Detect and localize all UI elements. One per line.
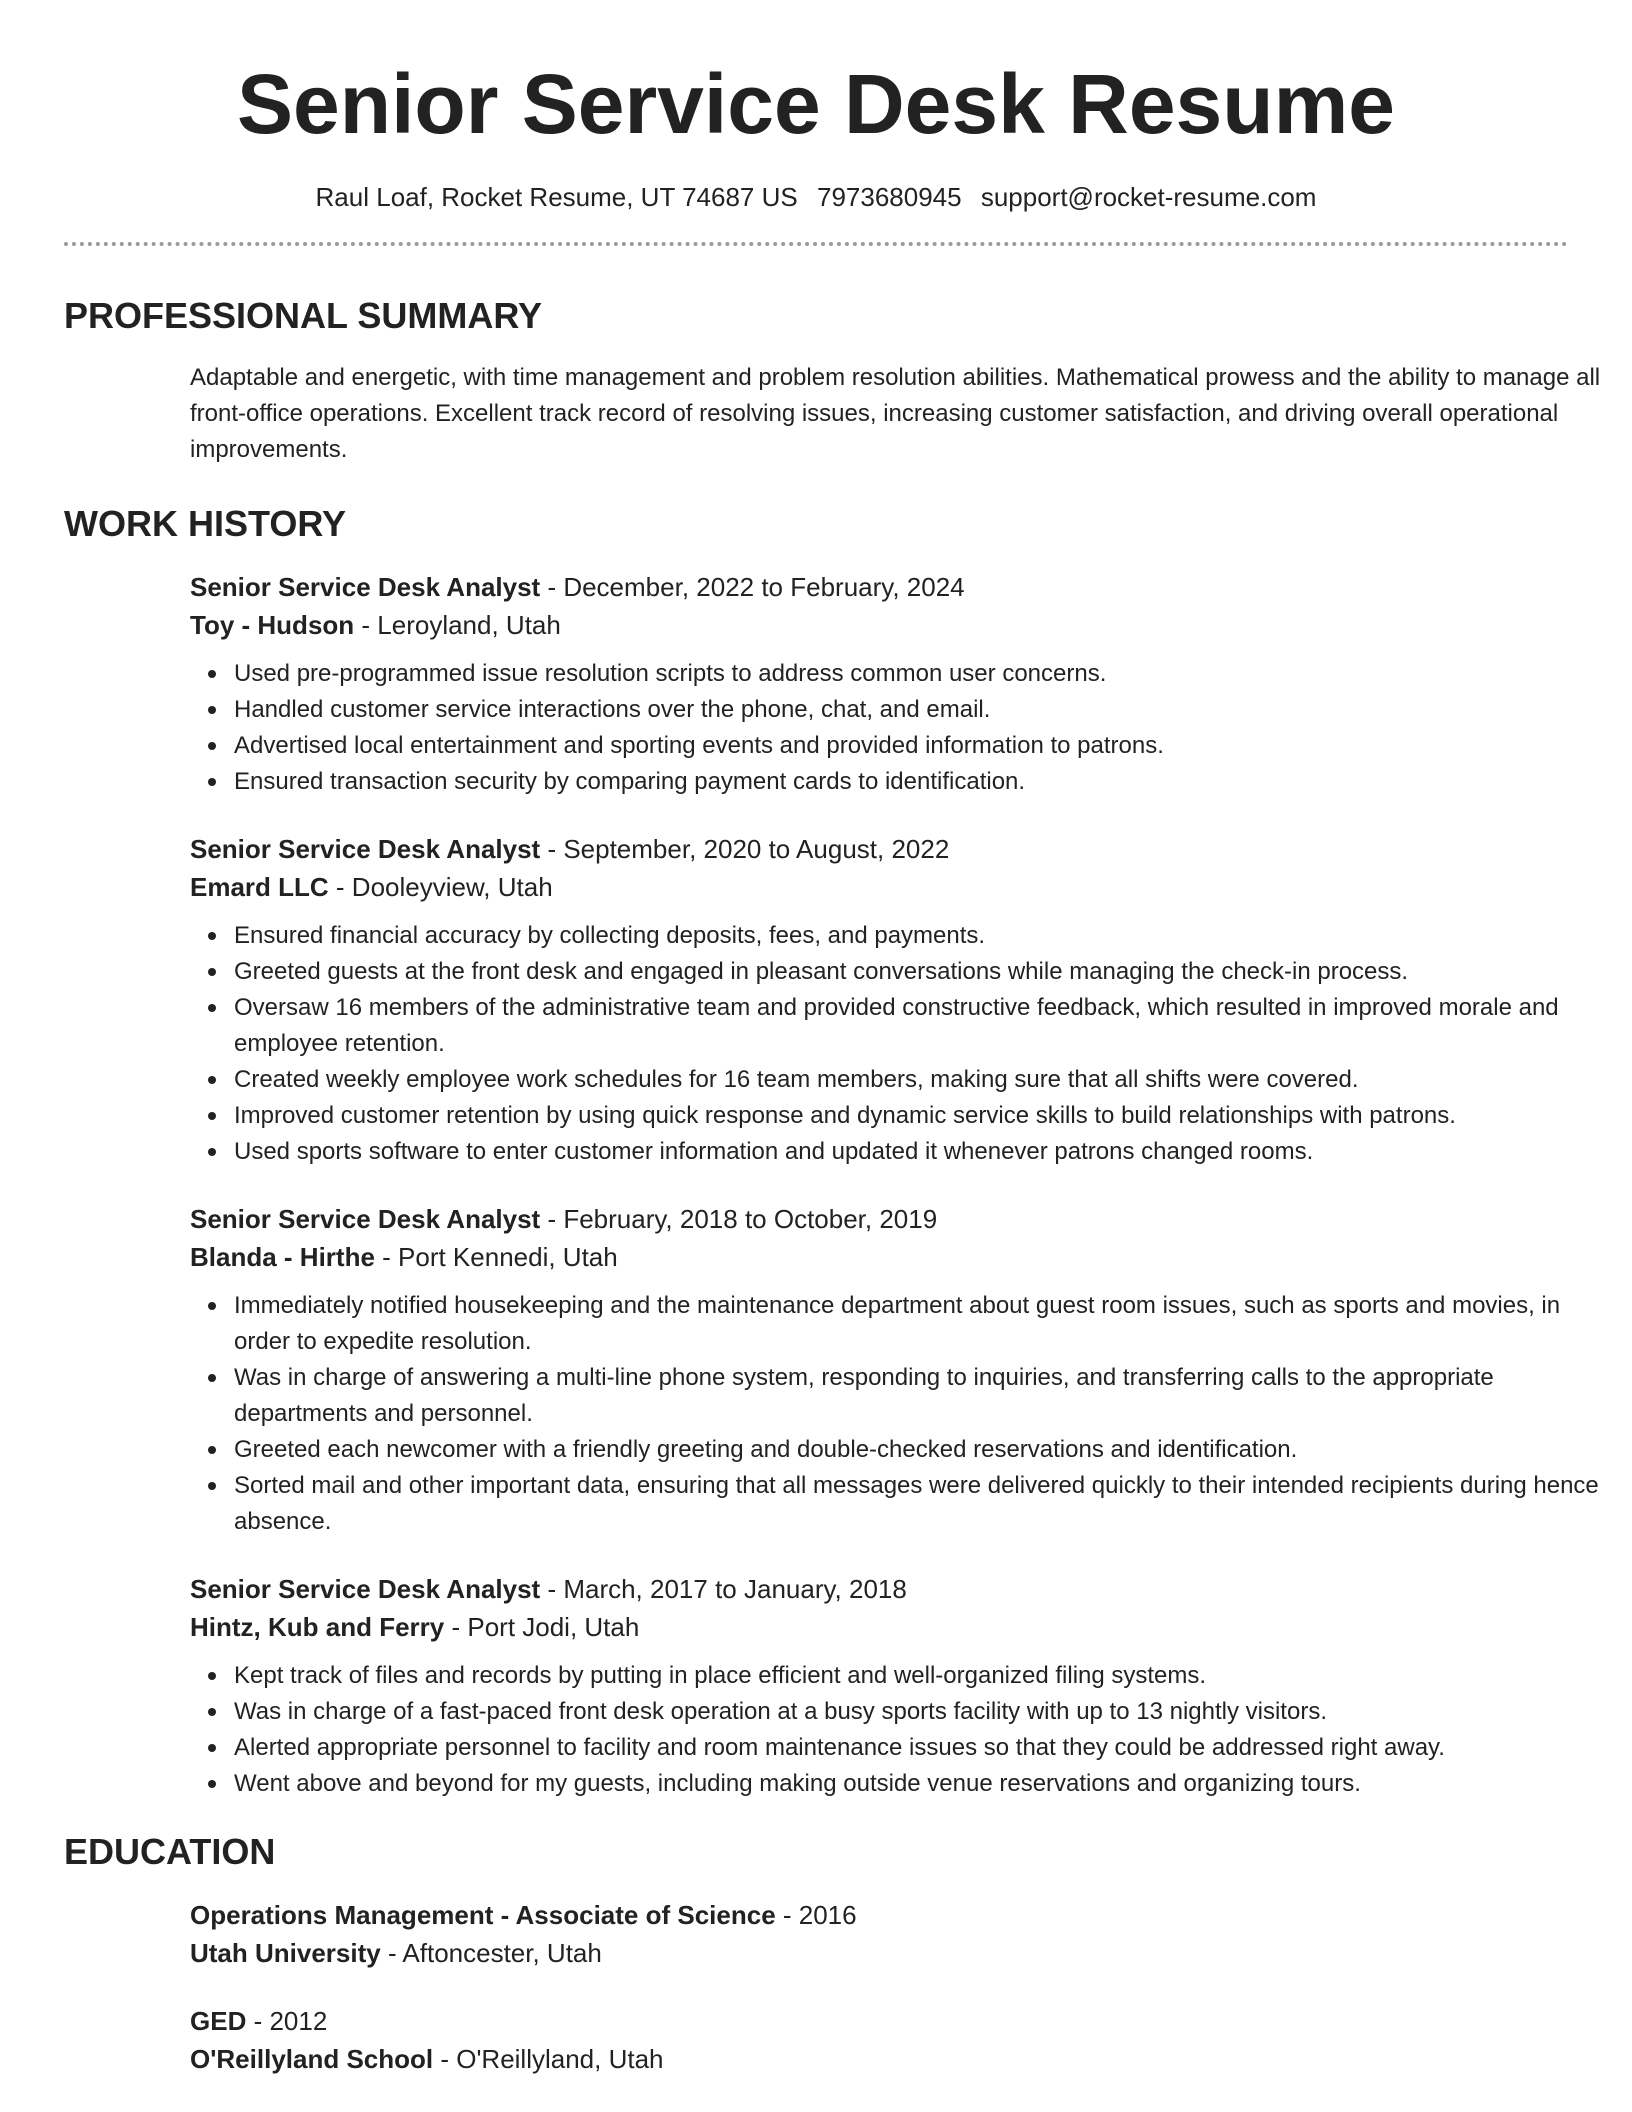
job-location: - Leroyland, Utah: [354, 610, 561, 640]
summary-heading: PROFESSIONAL SUMMARY: [64, 295, 543, 336]
job-title-line: [190, 1200, 1568, 1238]
job-company-line: [190, 1238, 1568, 1276]
job-bullet: Created weekly employee work schedules for 16 team members, making sure that all shifts were covered.: [234, 1062, 1610, 1098]
job-company: Emard LLC: [190, 872, 329, 902]
education-degree: Operations Management - Associate of Science: [190, 1900, 776, 1930]
job-title: Senior Service Desk Analyst: [190, 1574, 541, 1604]
education-school: O'Reillyland School: [190, 2044, 434, 2074]
job-dates: - December, 2022 to February, 2024: [540, 572, 965, 602]
job-title-line: [190, 1570, 1568, 1608]
job-bullets: [234, 1658, 1610, 1802]
job-bullet: Used sports software to enter customer information and updated it whenever patrons changed rooms.: [234, 1134, 1610, 1170]
summary-section: [64, 295, 1601, 468]
education-heading: EDUCATION: [64, 1831, 276, 1872]
header-divider: [64, 242, 1568, 246]
contact-phone: 7973680945: [816, 182, 962, 212]
education-year: - 2016: [775, 1900, 857, 1930]
contact-address: Raul Loaf, Rocket Resume, UT 74687 US: [315, 182, 798, 212]
work-history-heading: WORK HISTORY: [64, 503, 347, 544]
education-degree: GED: [190, 2006, 247, 2036]
contact-email: support@rocket-resume.com: [980, 182, 1317, 212]
education-degree-line: [190, 1896, 1568, 1934]
job-bullet: Greeted each newcomer with a friendly greeting and double-checked reservations and identification.: [234, 1432, 1610, 1468]
job-bullet: Was in charge of a fast-paced front desk operation at a busy sports facility with up to 13 nightly visitors.: [234, 1694, 1610, 1730]
job-bullets: [234, 1288, 1610, 1540]
job-company-line: [190, 606, 1568, 644]
education-entry: [190, 2002, 1568, 2078]
job-dates: - February, 2018 to October, 2019: [540, 1204, 938, 1234]
job-bullet: Kept track of files and records by putting in place efficient and well-organized filing systems.: [234, 1658, 1610, 1694]
education-location: - Aftoncester, Utah: [380, 1938, 602, 1968]
job-bullet: Ensured financial accuracy by collecting deposits, fees, and payments.: [234, 918, 1610, 954]
education-year: - 2012: [246, 2006, 328, 2036]
job-bullet: Was in charge of answering a multi-line phone system, responding to inquiries, and transferring calls to the appropriate departments and personnel.: [234, 1360, 1610, 1432]
education-school: Utah University: [190, 1938, 381, 1968]
education-location: - O'Reillyland, Utah: [433, 2044, 664, 2074]
job-bullets: [234, 656, 1610, 800]
job-bullets: [234, 918, 1610, 1170]
job-dates: - September, 2020 to August, 2022: [540, 834, 950, 864]
job-bullet: Sorted mail and other important data, ensuring that all messages were delivered quickly to their intended recipients during hence absence.: [234, 1468, 1610, 1540]
summary-text: Adaptable and energetic, with time management and problem resolution abilities. Mathematical prowess and the ability to manage all front-office operations. Excellent track record of resolving issues, increasing customer satisfaction, and driving overall operational improvements.: [190, 364, 1601, 463]
job-title-line: [190, 830, 1568, 868]
contact-line: [64, 184, 1568, 210]
job-entry: [190, 1200, 1599, 1540]
job-location: - Dooleyview, Utah: [328, 872, 553, 902]
work-history-section: [64, 503, 1599, 1802]
job-company: Toy - Hudson: [190, 610, 355, 640]
job-bullet: Handled customer service interactions over the phone, chat, and email.: [234, 692, 1610, 728]
job-entry: [190, 1570, 1568, 1802]
education-entry: [190, 1896, 1568, 1972]
job-dates: - March, 2017 to January, 2018: [540, 1574, 907, 1604]
job-bullet: Oversaw 16 members of the administrative team and provided constructive feedback, which resulted in improved morale and employee retention.: [234, 990, 1610, 1062]
education-school-line: [190, 2040, 1568, 2078]
job-location: - Port Jodi, Utah: [444, 1612, 640, 1642]
job-bullet: Improved customer retention by using quick response and dynamic service skills to build relationships with patrons.: [234, 1098, 1610, 1134]
job-company: Blanda - Hirthe: [190, 1242, 375, 1272]
job-location: - Port Kennedi, Utah: [374, 1242, 618, 1272]
job-bullet: Went above and beyond for my guests, including making outside venue reservations and organizing tours.: [234, 1766, 1610, 1802]
job-company-line: [190, 1608, 1568, 1646]
job-title: Senior Service Desk Analyst: [190, 572, 541, 602]
job-entry: [190, 568, 1568, 800]
job-bullet: Used pre-programmed issue resolution scripts to address common user concerns.: [234, 656, 1610, 692]
job-title: Senior Service Desk Analyst: [190, 1204, 541, 1234]
education-degree-line: [190, 2002, 1568, 2040]
job-bullet: Greeted guests at the front desk and engaged in pleasant conversations while managing the check-in process.: [234, 954, 1610, 990]
job-title: Senior Service Desk Analyst: [190, 834, 541, 864]
job-company: Hintz, Kub and Ferry: [190, 1612, 445, 1642]
education-section: [64, 1831, 1568, 2078]
job-bullet: Immediately notified housekeeping and the maintenance department about guest room issues, such as sports and movies, in order to expedite resolution.: [234, 1288, 1610, 1360]
job-bullet: Ensured transaction security by comparing payment cards to identification.: [234, 764, 1610, 800]
education-school-line: [190, 1934, 1568, 1972]
job-entry: [190, 830, 1568, 1170]
job-bullet: Advertised local entertainment and sporting events and provided information to patrons.: [234, 728, 1610, 764]
resume-title: Senior Service Desk Resume: [237, 57, 1395, 151]
job-title-line: [190, 568, 1568, 606]
job-bullet: Alerted appropriate personnel to facility and room maintenance issues so that they could be addressed right away.: [234, 1730, 1610, 1766]
job-company-line: [190, 868, 1568, 906]
